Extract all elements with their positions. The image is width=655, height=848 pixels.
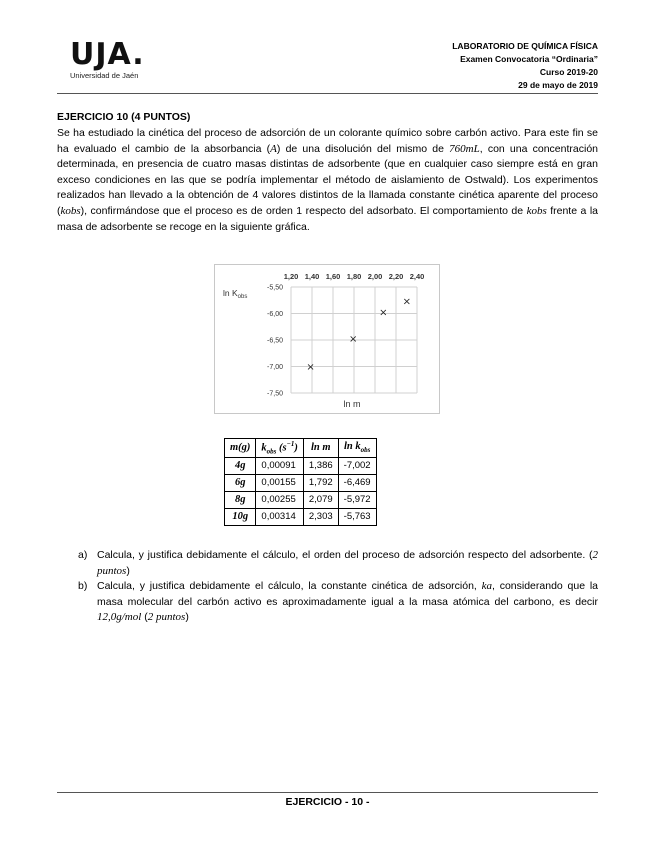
volume-value: 760mL <box>449 142 480 155</box>
table-row <box>225 491 377 508</box>
lnm-cell: 2,079 <box>303 491 338 508</box>
mass-cell: 8g <box>225 491 256 508</box>
y-tick-label: -7,50 <box>267 390 283 398</box>
statement-text: frente a la masa de adsorbente se recoge en la siguiente gráfica. <box>57 204 598 233</box>
question-b-label: b) <box>78 580 88 593</box>
kobs-symbol: kobs <box>60 204 81 217</box>
lnm-cell: 1,386 <box>303 457 338 474</box>
header-lnkobs: $\ln k_{obs}$ <box>338 439 376 458</box>
data-point: × <box>379 307 388 319</box>
footer-divider <box>57 792 598 793</box>
lnm-cell: 1,792 <box>303 474 338 491</box>
kobs-cell: 0,00155 <box>256 474 303 491</box>
header-exam: Examen Convocatoria “Ordinaria” <box>460 54 598 64</box>
question-b-text: , considerando que la masa molecular del carbón activo es aproximadamente igual a la masa atómica del carbono, es decir <box>97 580 598 608</box>
table-row <box>225 457 377 474</box>
exercise-statement <box>57 126 598 235</box>
molar-mass-value: 12,0g/mol <box>97 611 142 624</box>
mass-cell: 4g <box>225 457 256 474</box>
data-point: × <box>402 296 412 308</box>
header-mass: m(g) <box>225 439 256 458</box>
absorbance-symbol: A <box>270 142 277 155</box>
header-info <box>452 40 598 92</box>
logo-subtitle: Universidad de Jaén <box>70 71 139 80</box>
header-lnm: ln m <box>303 439 338 458</box>
x-tick-label: 2,40 <box>409 272 425 281</box>
table-row <box>225 508 377 525</box>
x-axis-title: ln m <box>343 399 361 409</box>
lnkobs-cell: -6,469 <box>338 474 376 491</box>
page-footer: EJERCICIO - 10 - <box>285 796 370 808</box>
y-tick-label: -6,50 <box>267 337 283 345</box>
data-table <box>224 438 377 526</box>
question-b-points: 2 puntos <box>147 611 186 624</box>
questions-list <box>78 548 598 626</box>
statement-text: ) de una disolución del mismo de <box>276 142 450 155</box>
lnm-cell: 2,303 <box>303 508 338 525</box>
data-point: × <box>306 362 315 374</box>
kobs-cell: 0,00091 <box>256 457 303 474</box>
lnkobs-cell: -7,002 <box>338 457 376 474</box>
question-a-points: 2 puntos <box>97 549 598 577</box>
mass-cell: 10g <box>225 508 256 525</box>
x-tick-label: 2,20 <box>388 272 404 281</box>
question-b <box>78 579 598 626</box>
header-kobs: $k_{obs}$ $(s^{-1})$ <box>256 439 303 458</box>
x-tick-label: 1,40 <box>304 272 320 281</box>
y-tick-label: -7,00 <box>267 364 283 371</box>
table-header-row <box>225 439 377 458</box>
header-lab: LABORATORIO DE QUÍMICA FÍSICA <box>452 41 598 51</box>
header-divider <box>57 93 598 94</box>
lnkobs-cell: -5,763 <box>338 508 376 525</box>
header-date: 29 de mayo de 2019 <box>518 80 598 90</box>
data-point: × <box>348 333 358 345</box>
y-tick-label: -5,50 <box>267 284 283 292</box>
question-a-close: ) <box>126 564 130 577</box>
exercise-title: EJERCICIO 10 (4 PUNTOS) <box>57 111 191 123</box>
kobs-cell: 0,00314 <box>256 508 303 525</box>
statement-text: ), confirmándose que el proceso es de orden 1 respecto del adsorbato. El comportamiento de <box>80 204 527 217</box>
x-tick-label: 1,20 <box>283 272 299 281</box>
x-tick-label: 1,60 <box>325 272 341 281</box>
table-row <box>225 474 377 491</box>
question-b-close: ) <box>185 611 189 624</box>
question-a <box>78 548 598 579</box>
kobs-symbol: kobs <box>526 204 547 217</box>
logo-mark: UJA. <box>70 37 145 72</box>
chart-svg <box>215 265 439 413</box>
mass-cell: 6g <box>225 474 256 491</box>
university-logo <box>70 37 150 80</box>
header-course: Curso 2019-20 <box>539 67 598 77</box>
lnkobs-cell: -5,972 <box>338 491 376 508</box>
kobs-cell: 0,00255 <box>256 491 303 508</box>
kinetics-chart <box>214 264 440 414</box>
question-b-text: Calcula, y justifica debidamente el cálculo, la constante cinética de adsorción, <box>97 580 482 593</box>
statement-text: Se ha estudiado la cinética del proceso de adsorción de un colorante químico sobre carbón activo. Para este fin se ha evaluado el cambio de la absorbancia ( <box>57 127 598 155</box>
x-tick-label: 2,00 <box>367 272 383 281</box>
question-a-text: Calcula, y justifica debidamente el cálculo, el orden del proceso de adsorción respecto del adsorbente. ( <box>97 549 593 561</box>
x-tick-label: 1,80 <box>346 272 362 281</box>
question-a-label: a) <box>78 549 88 561</box>
y-axis-title: $\ln K_{obs}$ <box>223 288 248 300</box>
statement-text: , con una concentración determinada, en presencia de cuatro masas distintas de adsorbente (que en cualquier caso siempre está en gran exceso condiciones en las que se podría implementar el método de aislamiento de Ostwald). Los experimentos realizados han llevado a la obtención de 4 valores distintos de la llamada constante cinética aparente del proceso ( <box>57 142 599 217</box>
ka-symbol: ka <box>481 580 493 593</box>
question-b-text: ( <box>141 611 148 624</box>
y-tick-label: -6,00 <box>267 311 283 318</box>
